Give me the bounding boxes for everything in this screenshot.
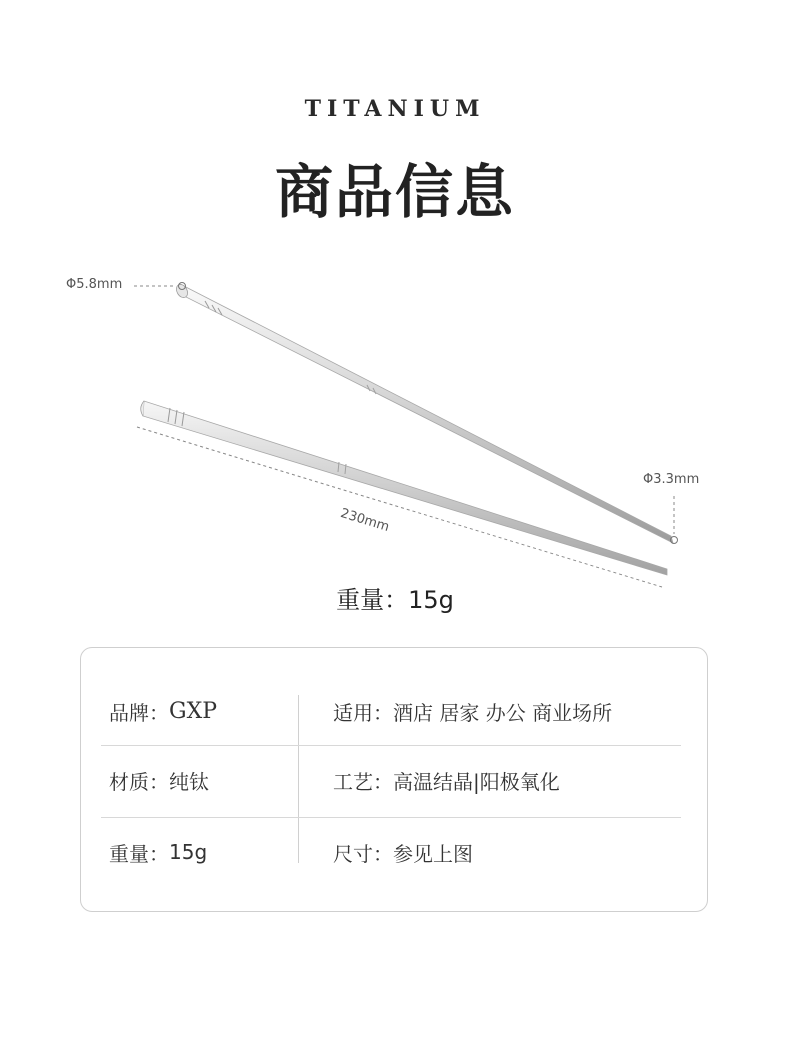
lower-chopstick — [141, 401, 667, 575]
upper-chopstick — [174, 282, 673, 543]
spec-value: 15g — [169, 840, 208, 864]
spec-table — [80, 647, 708, 912]
spec-label: 工艺： — [333, 769, 393, 794]
spec-value: 高温结晶|阳极氧化 — [393, 769, 560, 794]
spec-label: 重量： — [109, 841, 169, 866]
weight-caption: 重量：15g — [336, 586, 454, 614]
spec-label: 材质： — [109, 769, 169, 794]
spec-cell-size — [333, 817, 473, 887]
brand-word: TITANIUM — [304, 96, 486, 122]
tip-diameter-label: Φ3.3mm — [643, 472, 700, 487]
spec-cell-material — [109, 745, 209, 815]
spec-value: 纯钛 — [169, 769, 209, 794]
spec-cell-usage — [333, 676, 612, 746]
length-label: 230mm — [338, 506, 391, 536]
spec-cell-brand — [109, 676, 217, 746]
product-illustration — [0, 260, 790, 600]
spec-value: GXP — [169, 698, 218, 724]
chopsticks-drawing — [0, 260, 790, 600]
spec-cell-weight — [109, 817, 207, 887]
spec-label: 尺寸： — [333, 841, 393, 866]
page-title: 商品信息 — [274, 158, 515, 226]
spec-cell-process — [333, 745, 560, 815]
spec-value: 酒店 居家 办公 商业场所 — [393, 700, 613, 725]
spec-row — [101, 745, 681, 815]
spec-row — [101, 676, 681, 746]
spec-label: 适用： — [333, 700, 393, 725]
spec-row — [101, 817, 681, 887]
spec-label: 品牌： — [109, 700, 169, 725]
spec-value: 参见上图 — [393, 841, 473, 866]
top-diameter-label: Φ5.8mm — [66, 277, 123, 292]
